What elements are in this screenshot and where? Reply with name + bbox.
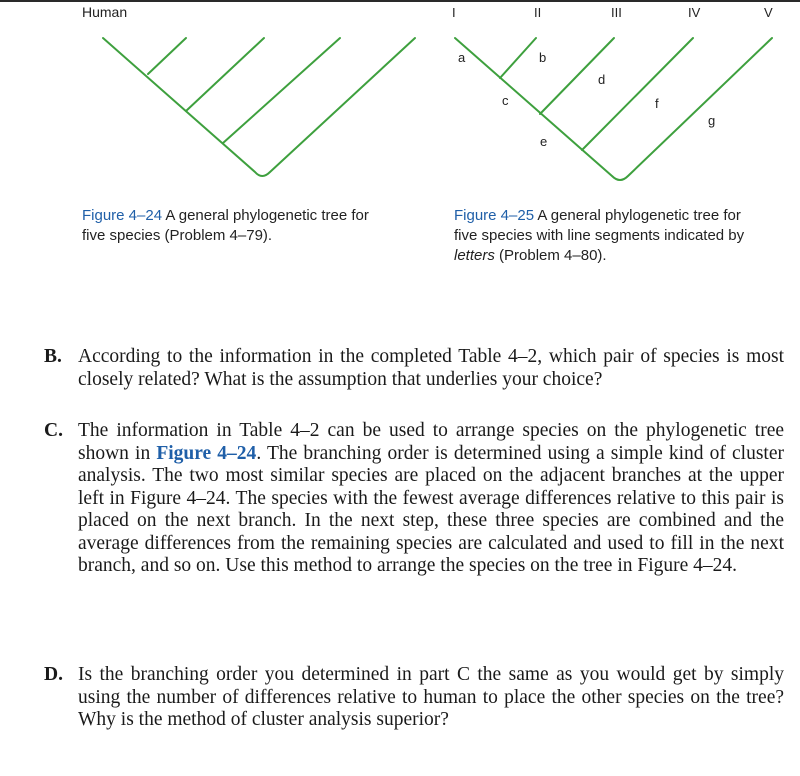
question-b bbox=[44, 346, 784, 391]
human-label: Human bbox=[82, 4, 128, 20]
question-c-text-2: . The branching order is determined using a simple kind of cluster analysis. The two most similar species are placed on the adjacent branches at the upper left in Figure 4–24. The species with the fewest average differences relative to this pair is placed on the next branch. In the next step, these three species are combined and the average differences from the remaining species are calculated and used to fill in the next branch, and so on. Use this method to arrange the species on the tree in Figure 4–24. bbox=[78, 442, 784, 576]
figure-4-24-caption bbox=[82, 206, 382, 246]
segment-label-d: d bbox=[598, 72, 606, 87]
figure-4-24-link[interactable]: Figure 4–24 bbox=[156, 442, 257, 464]
question-d-letter: D. bbox=[44, 664, 63, 685]
column-label-i: I bbox=[452, 5, 456, 20]
figure-4-24-caption-ref: Figure 4–24 bbox=[82, 207, 163, 224]
question-c-text-1: The information in Table 4–2 can be used to arrange species on the phylogenetic tree shown in bbox=[78, 420, 784, 464]
tree-25-branch-1 bbox=[500, 38, 536, 78]
figure-4-25-caption-ref: Figure 4–25 bbox=[454, 207, 535, 224]
segment-label-e: e bbox=[540, 134, 548, 149]
question-c-letter: C. bbox=[44, 420, 63, 441]
question-b-letter: B. bbox=[44, 346, 62, 367]
question-d bbox=[44, 664, 784, 732]
column-label-v: V bbox=[764, 5, 773, 20]
column-label-ii: II bbox=[534, 5, 542, 20]
question-b-text: According to the information in the completed Table 4–2, which pair of species is most closely related? What is the assumption that underlies your choice? bbox=[78, 346, 784, 390]
question-d-text: Is the branching order you determined in part C the same as you would get by simply using the number of differences relative to human to place the other species on the tree? Why is the method of cluster analysis superior? bbox=[78, 664, 784, 730]
segment-label-a: a bbox=[458, 50, 466, 65]
figure-4-25-caption-text-1: A general phylogenetic tree for five species with line segments indicated by bbox=[454, 207, 745, 244]
segment-label-b: b bbox=[539, 50, 547, 65]
column-label-iv: IV bbox=[688, 5, 701, 20]
segment-label-c: c bbox=[502, 93, 509, 108]
figure-4-25-caption bbox=[454, 206, 754, 266]
column-label-iii: III bbox=[611, 5, 622, 20]
question-c bbox=[44, 420, 784, 578]
figure-4-25-caption-italic: letters bbox=[454, 247, 495, 264]
segment-label-g: g bbox=[708, 113, 716, 128]
question-c-text bbox=[78, 420, 784, 578]
figure-4-25-caption-text-2: (Problem 4–80). bbox=[494, 247, 607, 264]
figure-4-24-caption-text: A general phylogenetic tree for five species (Problem 4–79). bbox=[82, 207, 369, 244]
segment-label-f: f bbox=[655, 96, 659, 111]
tree-25-trunk bbox=[455, 38, 772, 180]
